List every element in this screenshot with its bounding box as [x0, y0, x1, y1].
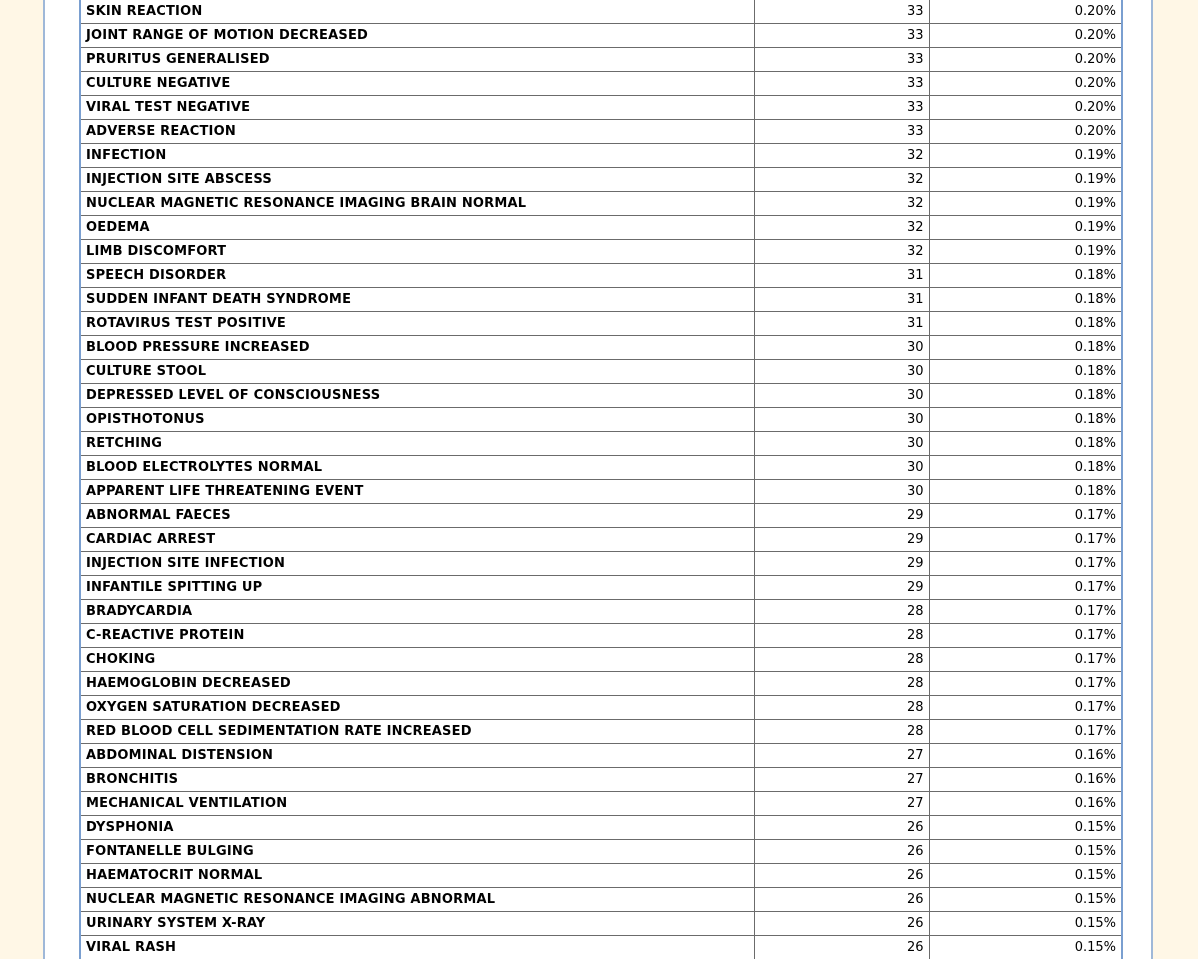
- event-term-cell: OXYGEN SATURATION DECREASED: [80, 696, 754, 720]
- event-term-cell: OEDEMA: [80, 216, 754, 240]
- table-row: [80, 0, 1122, 24]
- event-term-cell: URINARY SYSTEM X-RAY: [80, 912, 754, 936]
- event-count-cell: 26: [754, 864, 929, 888]
- event-term-cell: DYSPHONIA: [80, 816, 754, 840]
- table-row: [80, 672, 1122, 696]
- event-percent-cell: 0.20%: [929, 120, 1122, 144]
- event-count-cell: 29: [754, 504, 929, 528]
- event-percent-cell: 0.17%: [929, 672, 1122, 696]
- event-percent-cell: 0.15%: [929, 936, 1122, 959]
- event-term-cell: INFECTION: [80, 144, 754, 168]
- table-row: [80, 72, 1122, 96]
- event-percent-cell: 0.15%: [929, 864, 1122, 888]
- table-row: [80, 24, 1122, 48]
- event-percent-cell: 0.20%: [929, 48, 1122, 72]
- table-row: [80, 168, 1122, 192]
- event-percent-cell: 0.19%: [929, 168, 1122, 192]
- table-row: [80, 264, 1122, 288]
- event-term-cell: RETCHING: [80, 432, 754, 456]
- event-term-cell: CHOKING: [80, 648, 754, 672]
- table-row: [80, 240, 1122, 264]
- event-percent-cell: 0.16%: [929, 792, 1122, 816]
- event-percent-cell: 0.18%: [929, 480, 1122, 504]
- event-count-cell: 26: [754, 840, 929, 864]
- event-percent-cell: 0.17%: [929, 720, 1122, 744]
- event-count-cell: 30: [754, 480, 929, 504]
- table-row: [80, 480, 1122, 504]
- adverse-events-table: [79, 0, 1123, 959]
- event-count-cell: 29: [754, 552, 929, 576]
- event-count-cell: 28: [754, 672, 929, 696]
- event-count-cell: 27: [754, 744, 929, 768]
- table-row: [80, 408, 1122, 432]
- table-row: [80, 312, 1122, 336]
- table-row: [80, 336, 1122, 360]
- event-term-cell: OPISTHOTONUS: [80, 408, 754, 432]
- table-row: [80, 936, 1122, 959]
- event-percent-cell: 0.16%: [929, 768, 1122, 792]
- event-term-cell: HAEMOGLOBIN DECREASED: [80, 672, 754, 696]
- event-term-cell: CULTURE STOOL: [80, 360, 754, 384]
- event-count-cell: 32: [754, 168, 929, 192]
- event-percent-cell: 0.17%: [929, 552, 1122, 576]
- event-term-cell: BRADYCARDIA: [80, 600, 754, 624]
- table-row: [80, 192, 1122, 216]
- event-term-cell: MECHANICAL VENTILATION: [80, 792, 754, 816]
- event-percent-cell: 0.18%: [929, 432, 1122, 456]
- event-count-cell: 27: [754, 768, 929, 792]
- event-count-cell: 30: [754, 360, 929, 384]
- table-row: [80, 768, 1122, 792]
- table-row: [80, 744, 1122, 768]
- table-row: [80, 792, 1122, 816]
- event-percent-cell: 0.15%: [929, 912, 1122, 936]
- table-row: [80, 528, 1122, 552]
- table-row: [80, 552, 1122, 576]
- table-row: [80, 888, 1122, 912]
- table-row: [80, 600, 1122, 624]
- table-row: [80, 48, 1122, 72]
- event-count-cell: 28: [754, 696, 929, 720]
- event-term-cell: CARDIAC ARREST: [80, 528, 754, 552]
- table-row: [80, 576, 1122, 600]
- event-count-cell: 30: [754, 456, 929, 480]
- event-count-cell: 33: [754, 120, 929, 144]
- event-term-cell: PRURITUS GENERALISED: [80, 48, 754, 72]
- event-count-cell: 30: [754, 432, 929, 456]
- event-term-cell: ABNORMAL FAECES: [80, 504, 754, 528]
- event-count-cell: 32: [754, 144, 929, 168]
- event-term-cell: ABDOMINAL DISTENSION: [80, 744, 754, 768]
- event-percent-cell: 0.17%: [929, 504, 1122, 528]
- event-count-cell: 33: [754, 96, 929, 120]
- table-row: [80, 456, 1122, 480]
- event-term-cell: BLOOD PRESSURE INCREASED: [80, 336, 754, 360]
- event-term-cell: APPARENT LIFE THREATENING EVENT: [80, 480, 754, 504]
- event-percent-cell: 0.15%: [929, 816, 1122, 840]
- event-percent-cell: 0.18%: [929, 408, 1122, 432]
- event-term-cell: ROTAVIRUS TEST POSITIVE: [80, 312, 754, 336]
- event-percent-cell: 0.17%: [929, 648, 1122, 672]
- event-count-cell: 26: [754, 816, 929, 840]
- event-count-cell: 27: [754, 792, 929, 816]
- event-count-cell: 31: [754, 264, 929, 288]
- event-count-cell: 32: [754, 240, 929, 264]
- event-count-cell: 33: [754, 48, 929, 72]
- event-percent-cell: 0.19%: [929, 192, 1122, 216]
- event-count-cell: 33: [754, 0, 929, 24]
- table-row: [80, 144, 1122, 168]
- table-row: [80, 912, 1122, 936]
- event-term-cell: BRONCHITIS: [80, 768, 754, 792]
- event-term-cell: NUCLEAR MAGNETIC RESONANCE IMAGING ABNORMAL: [80, 888, 754, 912]
- event-percent-cell: 0.18%: [929, 360, 1122, 384]
- event-term-cell: C-REACTIVE PROTEIN: [80, 624, 754, 648]
- event-percent-cell: 0.19%: [929, 216, 1122, 240]
- event-percent-cell: 0.18%: [929, 288, 1122, 312]
- table-row: [80, 288, 1122, 312]
- event-count-cell: 26: [754, 936, 929, 959]
- table-row: [80, 864, 1122, 888]
- event-percent-cell: 0.15%: [929, 888, 1122, 912]
- table-row: [80, 648, 1122, 672]
- event-count-cell: 33: [754, 72, 929, 96]
- table-body: [80, 0, 1122, 959]
- table-row: [80, 624, 1122, 648]
- event-percent-cell: 0.18%: [929, 264, 1122, 288]
- event-term-cell: LIMB DISCOMFORT: [80, 240, 754, 264]
- event-percent-cell: 0.18%: [929, 384, 1122, 408]
- event-term-cell: SUDDEN INFANT DEATH SYNDROME: [80, 288, 754, 312]
- event-percent-cell: 0.19%: [929, 240, 1122, 264]
- event-percent-cell: 0.15%: [929, 840, 1122, 864]
- event-percent-cell: 0.20%: [929, 72, 1122, 96]
- event-percent-cell: 0.20%: [929, 0, 1122, 24]
- event-percent-cell: 0.20%: [929, 96, 1122, 120]
- table-row: [80, 360, 1122, 384]
- event-count-cell: 31: [754, 312, 929, 336]
- event-term-cell: RED BLOOD CELL SEDIMENTATION RATE INCREASED: [80, 720, 754, 744]
- table-row: [80, 504, 1122, 528]
- event-count-cell: 30: [754, 408, 929, 432]
- event-percent-cell: 0.17%: [929, 528, 1122, 552]
- table-row: [80, 720, 1122, 744]
- event-count-cell: 29: [754, 576, 929, 600]
- event-percent-cell: 0.17%: [929, 696, 1122, 720]
- event-term-cell: SPEECH DISORDER: [80, 264, 754, 288]
- event-term-cell: SKIN REACTION: [80, 0, 754, 24]
- event-count-cell: 26: [754, 888, 929, 912]
- event-term-cell: BLOOD ELECTROLYTES NORMAL: [80, 456, 754, 480]
- event-count-cell: 32: [754, 216, 929, 240]
- event-count-cell: 28: [754, 648, 929, 672]
- content-panel: [43, 0, 1153, 959]
- event-percent-cell: 0.18%: [929, 312, 1122, 336]
- event-percent-cell: 0.17%: [929, 576, 1122, 600]
- event-term-cell: FONTANELLE BULGING: [80, 840, 754, 864]
- event-count-cell: 30: [754, 384, 929, 408]
- event-count-cell: 28: [754, 600, 929, 624]
- table-row: [80, 840, 1122, 864]
- table-row: [80, 120, 1122, 144]
- table-row: [80, 432, 1122, 456]
- event-count-cell: 28: [754, 624, 929, 648]
- event-count-cell: 29: [754, 528, 929, 552]
- event-term-cell: DEPRESSED LEVEL OF CONSCIOUSNESS: [80, 384, 754, 408]
- event-percent-cell: 0.18%: [929, 456, 1122, 480]
- event-count-cell: 33: [754, 24, 929, 48]
- event-count-cell: 28: [754, 720, 929, 744]
- event-term-cell: VIRAL RASH: [80, 936, 754, 959]
- event-term-cell: JOINT RANGE OF MOTION DECREASED: [80, 24, 754, 48]
- event-count-cell: 26: [754, 912, 929, 936]
- event-percent-cell: 0.17%: [929, 600, 1122, 624]
- event-percent-cell: 0.19%: [929, 144, 1122, 168]
- table-row: [80, 696, 1122, 720]
- table-row: [80, 384, 1122, 408]
- table-row: [80, 96, 1122, 120]
- event-term-cell: VIRAL TEST NEGATIVE: [80, 96, 754, 120]
- event-count-cell: 30: [754, 336, 929, 360]
- event-count-cell: 31: [754, 288, 929, 312]
- event-term-cell: CULTURE NEGATIVE: [80, 72, 754, 96]
- event-count-cell: 32: [754, 192, 929, 216]
- event-term-cell: INJECTION SITE ABSCESS: [80, 168, 754, 192]
- event-term-cell: ADVERSE REACTION: [80, 120, 754, 144]
- event-percent-cell: 0.17%: [929, 624, 1122, 648]
- event-percent-cell: 0.16%: [929, 744, 1122, 768]
- event-term-cell: INJECTION SITE INFECTION: [80, 552, 754, 576]
- table-row: [80, 816, 1122, 840]
- event-percent-cell: 0.20%: [929, 24, 1122, 48]
- table-row: [80, 216, 1122, 240]
- event-term-cell: HAEMATOCRIT NORMAL: [80, 864, 754, 888]
- event-term-cell: INFANTILE SPITTING UP: [80, 576, 754, 600]
- event-term-cell: NUCLEAR MAGNETIC RESONANCE IMAGING BRAIN NORMAL: [80, 192, 754, 216]
- event-percent-cell: 0.18%: [929, 336, 1122, 360]
